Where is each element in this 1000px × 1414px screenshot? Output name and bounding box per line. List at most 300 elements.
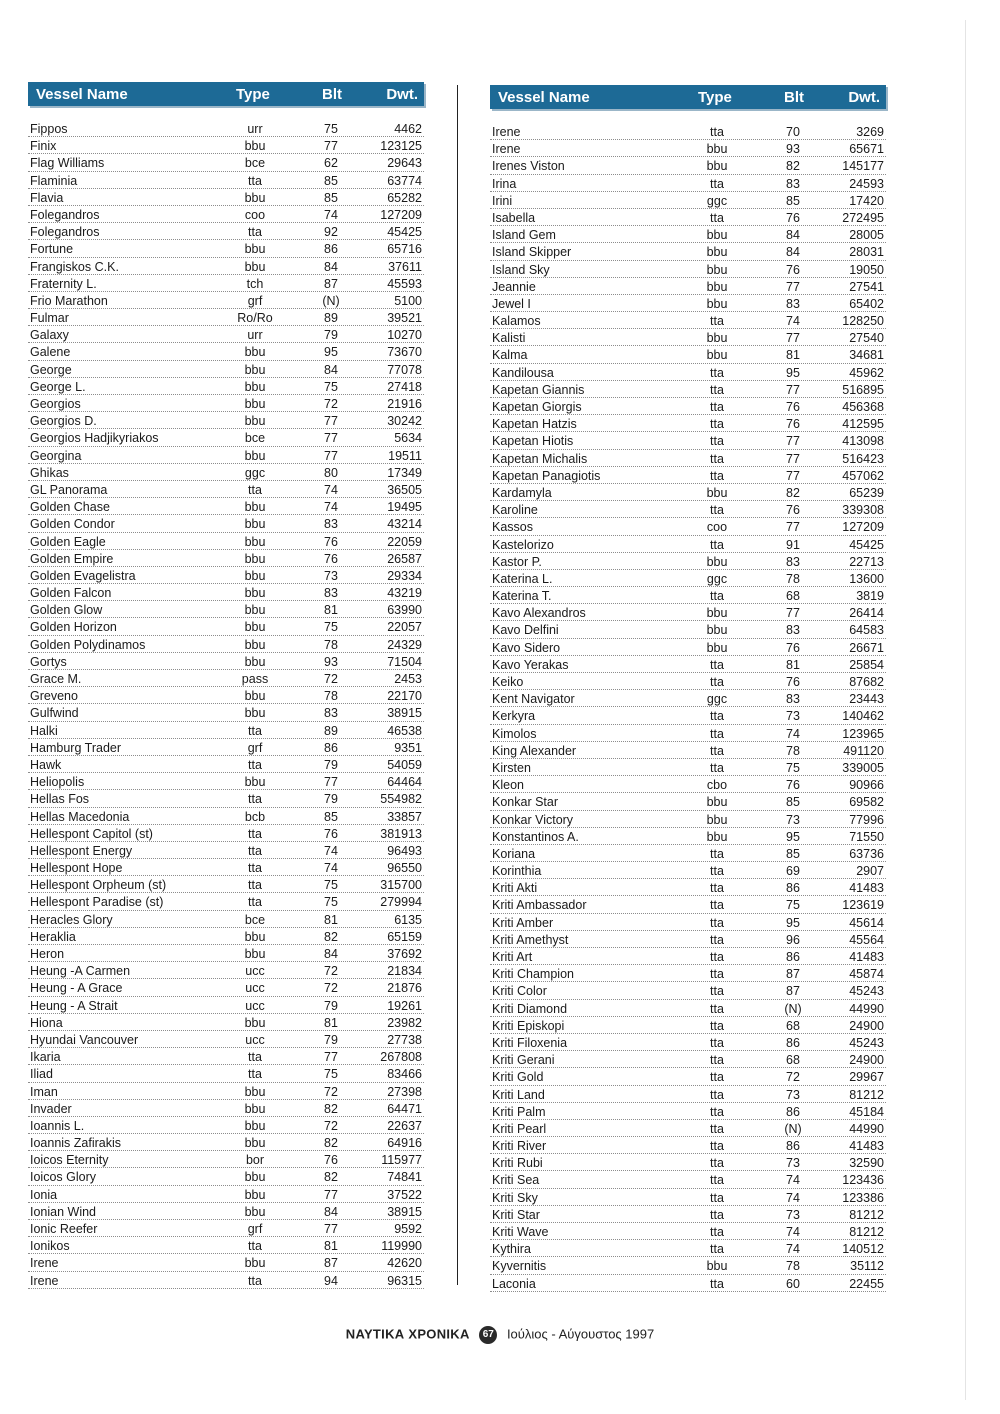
vessel-name-cell: Kriti Star: [492, 1207, 540, 1222]
dwt-cell: 26671: [849, 640, 884, 655]
table-row: [28, 515, 424, 532]
vessel-name-cell: Golden Chase: [30, 500, 110, 515]
table-row: [490, 536, 886, 553]
type-cell: tch: [246, 276, 264, 291]
table-row: [490, 157, 886, 174]
type-cell: tta: [710, 657, 724, 672]
type-cell: tta: [710, 846, 724, 861]
dwt-cell: 19495: [387, 500, 422, 515]
vessel-name-cell: Kythira: [492, 1242, 531, 1257]
vessel-table-left: [28, 82, 424, 1289]
built-year-cell: 89: [324, 723, 338, 738]
dwt-cell: 23443: [849, 692, 884, 707]
type-cell: tta: [710, 984, 724, 999]
dwt-cell: 315700: [380, 878, 422, 893]
vessel-name-cell: Hawk: [30, 757, 62, 772]
table-row: [490, 226, 886, 243]
type-cell: bbu: [244, 551, 266, 566]
dwt-cell: 145177: [842, 159, 884, 174]
dwt-cell: 38915: [387, 706, 422, 721]
dwt-cell: 45962: [849, 365, 884, 380]
type-cell: tta: [710, 125, 724, 139]
type-cell: tta: [710, 1242, 724, 1257]
vessel-name-cell: Hiona: [30, 1015, 63, 1030]
type-cell: Ro/Ro: [237, 311, 273, 326]
table-row: [28, 275, 424, 292]
table-row: [28, 739, 424, 756]
vessel-name-cell: Kassos: [492, 520, 533, 535]
table-row: [28, 636, 424, 653]
vessel-name-cell: Hellespont Energy: [30, 843, 133, 858]
vessel-name-cell: Gortys: [30, 654, 67, 669]
dwt-cell: 272495: [842, 210, 884, 225]
type-cell: bbu: [706, 159, 728, 174]
dwt-cell: 45425: [849, 537, 884, 552]
table-row: [28, 756, 424, 773]
vessel-name-cell: Flavia: [30, 190, 64, 205]
built-year-cell: 83: [786, 554, 800, 569]
vessel-name-cell: Kriti Amethyst: [492, 932, 569, 947]
table-row: [490, 243, 886, 260]
vessel-name-cell: Kimolos: [492, 726, 537, 741]
built-year-cell: 75: [324, 895, 338, 910]
dwt-cell: 119990: [381, 1239, 422, 1254]
type-cell: bbu: [244, 379, 266, 394]
dwt-cell: 77078: [387, 362, 422, 377]
dwt-cell: 29643: [387, 156, 422, 171]
built-year-cell: 74: [786, 1190, 800, 1205]
built-year-cell: 82: [324, 1101, 338, 1116]
vessel-name-cell: Ioicos Glory: [30, 1170, 96, 1185]
vessel-name-cell: Gulfwind: [30, 706, 79, 721]
vessel-name-cell: Kalamos: [492, 314, 541, 329]
table-row: [28, 1151, 424, 1168]
vessel-name-cell: Hellespont Hope: [30, 861, 123, 876]
dwt-cell: 123619: [842, 898, 884, 913]
table-row: [28, 361, 424, 378]
dwt-cell: 9592: [394, 1222, 422, 1236]
type-cell: tta: [248, 482, 262, 497]
dwt-cell: 457062: [842, 468, 884, 483]
type-cell: tta: [710, 210, 724, 225]
table-row: [28, 1168, 424, 1185]
built-year-cell: 87: [786, 967, 800, 982]
built-year-cell: 62: [324, 156, 338, 171]
dwt-cell: 65402: [849, 296, 884, 311]
dwt-cell: 339308: [842, 503, 884, 518]
built-year-cell: 77: [786, 382, 800, 397]
type-cell: ucc: [245, 964, 265, 979]
vessel-name-cell: Kriti Sea: [492, 1173, 540, 1188]
table-row: [490, 690, 886, 707]
dwt-cell: 17420: [849, 193, 884, 208]
type-cell: bbu: [244, 1256, 266, 1271]
table-row: [490, 725, 886, 742]
built-year-cell: 73: [786, 1087, 800, 1102]
table-row: [490, 518, 886, 535]
type-cell: tta: [248, 878, 262, 893]
type-cell: tta: [710, 1053, 724, 1068]
type-cell: bbu: [244, 603, 266, 618]
type-cell: bbu: [244, 586, 266, 601]
table-row: [28, 533, 424, 550]
vessel-name-cell: Golden Glow: [30, 603, 103, 618]
table-row: [28, 137, 424, 154]
built-year-cell: 85: [786, 795, 800, 810]
vessel-name-cell: Ionikos: [30, 1239, 70, 1254]
type-cell: ucc: [245, 998, 265, 1013]
table-row: [490, 295, 886, 312]
vessel-name-cell: Georgios Hadjikyriakos: [30, 431, 159, 446]
vessel-name-cell: Korinthia: [492, 864, 542, 879]
dwt-cell: 554982: [380, 792, 422, 807]
built-year-cell: 74: [786, 1242, 800, 1257]
type-cell: pass: [241, 672, 269, 686]
type-cell: tta: [710, 1173, 724, 1188]
vessel-name-cell: Kapetan Hatzis: [492, 417, 577, 432]
vessel-name-cell: Hyundai Vancouver: [30, 1032, 139, 1047]
type-cell: bbu: [244, 1101, 266, 1116]
built-year-cell: 74: [786, 1173, 800, 1188]
table-row: [28, 447, 424, 464]
table-row: [28, 1065, 424, 1082]
type-cell: tta: [710, 1035, 724, 1050]
vessel-name-cell: Golden Condor: [30, 517, 115, 532]
built-year-cell: 77: [786, 520, 800, 535]
type-cell: tta: [710, 400, 724, 414]
built-year-cell: (N): [784, 1121, 802, 1136]
dwt-cell: 413098: [842, 434, 884, 449]
dwt-cell: 83466: [387, 1067, 422, 1082]
type-cell: tta: [248, 826, 262, 841]
table-row: [490, 450, 886, 467]
dwt-cell: 33857: [387, 809, 422, 824]
table-row: [28, 584, 424, 601]
type-cell: tta: [710, 1207, 724, 1222]
type-cell: tta: [710, 1001, 724, 1016]
table-row: [490, 914, 886, 931]
dwt-cell: 39521: [387, 311, 422, 326]
dwt-cell: 63736: [849, 846, 884, 861]
vessel-name-cell: Hellespont Capitol (st): [30, 826, 153, 841]
type-cell: bbu: [244, 259, 266, 274]
built-year-cell: 79: [324, 998, 338, 1013]
table-row: [28, 292, 424, 309]
dwt-cell: 22170: [387, 689, 422, 704]
vessel-name-cell: Konkar Star: [492, 795, 559, 810]
type-cell: ggc: [706, 692, 728, 707]
built-year-cell: 93: [786, 142, 800, 157]
dwt-cell: 5100: [394, 293, 422, 308]
dwt-cell: 140512: [842, 1242, 884, 1257]
table-row: [28, 1254, 424, 1271]
type-cell: ggc: [244, 465, 266, 480]
table-row: [28, 378, 424, 395]
built-year-cell: 77: [324, 448, 338, 463]
built-year-cell: 68: [786, 1018, 800, 1033]
dwt-cell: 41483: [849, 950, 884, 964]
type-cell: bbu: [244, 775, 266, 790]
vessel-name-cell: Ionic Reefer: [30, 1222, 98, 1236]
type-cell: bbu: [706, 829, 728, 844]
built-year-cell: 74: [324, 843, 338, 858]
type-cell: bbu: [244, 620, 266, 635]
dwt-cell: 28005: [849, 228, 884, 243]
built-year-cell: 78: [324, 637, 338, 652]
built-year-cell: 77: [324, 414, 338, 429]
type-cell: tta: [710, 915, 724, 930]
table-row: [28, 1048, 424, 1065]
built-year-cell: 77: [324, 1187, 338, 1202]
built-year-cell: 76: [786, 675, 800, 689]
type-cell: bbu: [706, 245, 728, 260]
table-row: [490, 621, 886, 638]
table-row: [28, 1083, 424, 1100]
dwt-cell: 516895: [842, 382, 884, 397]
vessel-name-cell: Kriti Gold: [492, 1070, 544, 1085]
built-year-cell: 82: [324, 929, 338, 944]
issue-date: Ιούλιος - Αύγουστος 1997: [506, 1326, 655, 1342]
built-year-cell: 75: [786, 760, 800, 775]
vessel-name-cell: Irene: [30, 1256, 59, 1271]
type-cell: ucc: [245, 1032, 265, 1047]
type-cell: tta: [710, 881, 724, 896]
table-row: [490, 982, 886, 999]
table-row: [28, 1031, 424, 1048]
dwt-cell: 71550: [849, 829, 884, 844]
vessel-name-cell: Island Gem: [492, 228, 556, 243]
dwt-cell: 63990: [387, 603, 422, 618]
table-row: [490, 312, 886, 329]
vessel-name-cell: Kriti River: [492, 1139, 547, 1154]
table-row: [28, 842, 424, 859]
type-cell: tta: [710, 1276, 724, 1291]
dwt-cell: 24900: [849, 1053, 884, 1068]
table-row: [28, 601, 424, 618]
built-year-cell: 92: [324, 225, 338, 240]
dwt-cell: 35112: [850, 1259, 884, 1274]
built-year-cell: 96: [786, 932, 800, 947]
type-cell: tta: [710, 382, 724, 397]
dwt-cell: 96493: [387, 843, 422, 858]
dwt-cell: 25854: [849, 657, 884, 672]
dwt-cell: 24329: [387, 637, 422, 652]
table-row: [28, 825, 424, 842]
type-cell: tta: [710, 417, 724, 432]
dwt-cell: 44990: [849, 1121, 884, 1136]
vessel-name-cell: Hamburg Trader: [30, 740, 122, 755]
built-year-cell: 82: [324, 1170, 338, 1185]
built-year-cell: 83: [324, 586, 338, 601]
built-year-cell: 85: [324, 809, 338, 824]
vessel-name-cell: Flaminia: [30, 173, 78, 188]
built-year-cell: 73: [786, 709, 800, 724]
vessel-name-cell: Kastor P.: [492, 554, 542, 569]
built-year-cell: 68: [786, 1053, 800, 1068]
dwt-cell: 63774: [387, 173, 422, 188]
vessel-name-cell: Kavo Sidero: [492, 640, 561, 655]
type-cell: bbu: [706, 623, 728, 638]
vessel-name-cell: Ioannis L.: [30, 1118, 85, 1133]
dwt-cell: 65159: [387, 929, 422, 944]
built-year-cell: (N): [322, 293, 340, 308]
built-year-cell: (N): [784, 1001, 802, 1016]
table-row: [490, 381, 886, 398]
vessel-name-cell: Folegandros: [30, 207, 100, 222]
header-type: Type: [698, 89, 732, 106]
type-cell: urr: [247, 328, 263, 343]
vessel-name-cell: Kalma: [492, 348, 528, 363]
built-year-cell: 73: [786, 1156, 800, 1171]
dwt-cell: 41483: [849, 1139, 884, 1154]
vessel-name-cell: Fraternity L.: [30, 276, 97, 291]
dwt-cell: 6135: [394, 912, 422, 927]
table-row: [28, 979, 424, 996]
built-year-cell: 91: [786, 537, 800, 552]
dwt-cell: 17349: [387, 465, 422, 480]
table-row: [490, 1068, 886, 1085]
table-row: [490, 1240, 886, 1257]
type-cell: bbu: [244, 568, 266, 583]
table-row: [28, 997, 424, 1014]
type-cell: tta: [248, 1067, 262, 1082]
built-year-cell: 77: [324, 431, 338, 446]
built-year-cell: 81: [786, 348, 800, 363]
built-year-cell: 77: [786, 468, 800, 483]
dwt-cell: 127209: [380, 207, 422, 222]
type-cell: tta: [710, 314, 724, 329]
vessel-name-cell: Heron: [30, 947, 65, 961]
type-cell: bbu: [244, 654, 266, 669]
table-row: [490, 398, 886, 415]
built-year-cell: 69: [786, 864, 800, 879]
vessel-name-cell: Ionia: [30, 1187, 58, 1202]
type-cell: tta: [710, 726, 724, 741]
built-year-cell: 76: [786, 503, 800, 518]
table-row: [28, 773, 424, 790]
dwt-cell: 43214: [387, 517, 422, 532]
built-year-cell: 87: [786, 984, 800, 999]
type-cell: bbu: [244, 637, 266, 652]
dwt-cell: 28031: [849, 245, 884, 260]
dwt-cell: 24593: [849, 176, 884, 191]
vessel-name-cell: Irene: [492, 142, 521, 157]
table-row: [490, 1017, 886, 1034]
table-row: [28, 223, 424, 240]
built-year-cell: 73: [786, 812, 800, 827]
table-row: [28, 687, 424, 704]
vessel-name-cell: Kriti Rubi: [492, 1156, 543, 1171]
vessel-name-cell: Golden Evagelistra: [30, 568, 136, 583]
vessel-name-cell: Hellespont Orpheum (st): [30, 878, 167, 893]
vessel-name-cell: Karoline: [492, 503, 538, 518]
vessel-name-cell: Halki: [30, 723, 58, 738]
type-cell: tta: [710, 950, 724, 964]
built-year-cell: 72: [324, 981, 338, 996]
dwt-cell: 339005: [842, 760, 884, 775]
table-row: [490, 1000, 886, 1017]
vessel-name-cell: Kent Navigator: [492, 692, 575, 707]
type-cell: tta: [710, 589, 724, 604]
table-row: [28, 1014, 424, 1031]
vessel-name-cell: Kerkyra: [492, 709, 536, 724]
vessel-name-cell: Irenes Viston: [492, 159, 565, 174]
type-cell: tta: [710, 365, 724, 380]
type-cell: tta: [710, 675, 724, 689]
dwt-cell: 37692: [387, 947, 422, 961]
built-year-cell: 95: [324, 345, 338, 360]
type-cell: bbu: [706, 606, 728, 621]
vessel-name-cell: Kriti Amber: [492, 915, 554, 930]
built-year-cell: 85: [786, 193, 800, 208]
type-cell: tta: [710, 709, 724, 724]
dwt-cell: 456368: [842, 400, 884, 414]
type-cell: bbu: [706, 348, 728, 363]
table-row: [28, 206, 424, 223]
dwt-cell: 81212: [849, 1087, 884, 1102]
built-year-cell: 78: [786, 1259, 800, 1274]
vessel-name-cell: Kyvernitis: [492, 1259, 547, 1274]
dwt-cell: 45564: [849, 932, 884, 947]
type-cell: ggc: [706, 571, 728, 586]
table-row: [490, 759, 886, 776]
table-row: [490, 123, 886, 140]
dwt-cell: 23982: [387, 1015, 422, 1030]
type-cell: bor: [245, 1153, 265, 1168]
table-row: [28, 618, 424, 635]
vessel-name-cell: Konkar Victory: [492, 812, 574, 827]
vessel-name-cell: George L.: [30, 379, 86, 394]
dwt-cell: 123965: [842, 726, 884, 741]
dwt-cell: 21834: [387, 964, 422, 979]
built-year-cell: 86: [786, 1139, 800, 1154]
dwt-cell: 22637: [387, 1118, 422, 1133]
vessel-name-cell: Kapetan Hiotis: [492, 434, 574, 449]
dwt-cell: 34681: [849, 348, 884, 363]
dwt-cell: 44990: [849, 1001, 884, 1016]
dwt-cell: 45243: [849, 1035, 884, 1050]
dwt-cell: 21916: [387, 397, 422, 411]
dwt-cell: 27398: [387, 1084, 422, 1099]
table-row: [490, 570, 886, 587]
table-row: [490, 484, 886, 501]
page-edge-line: [965, 20, 966, 1400]
type-cell: bbu: [706, 1259, 728, 1274]
table-row: [28, 1272, 424, 1289]
dwt-cell: 27541: [849, 279, 884, 294]
dwt-cell: 123125: [380, 139, 422, 154]
built-year-cell: 73: [786, 1207, 800, 1222]
built-year-cell: 77: [324, 775, 338, 790]
dwt-cell: 64464: [387, 775, 422, 790]
table-row: [490, 1034, 886, 1051]
dwt-cell: 22059: [387, 534, 422, 549]
dwt-cell: 41483: [849, 881, 884, 896]
table-row: [490, 931, 886, 948]
built-year-cell: 76: [324, 551, 338, 566]
built-year-cell: 72: [786, 1070, 800, 1085]
built-year-cell: 85: [324, 190, 338, 205]
dwt-cell: 26414: [849, 606, 884, 621]
table-row: [490, 1086, 886, 1103]
dwt-cell: 115977: [381, 1153, 422, 1168]
dwt-cell: 123386: [842, 1190, 884, 1205]
header-vessel-name: Vessel Name: [498, 89, 590, 106]
dwt-cell: 27738: [387, 1032, 422, 1047]
table-row: [28, 309, 424, 326]
table-row: [28, 704, 424, 721]
table-row: [28, 790, 424, 807]
